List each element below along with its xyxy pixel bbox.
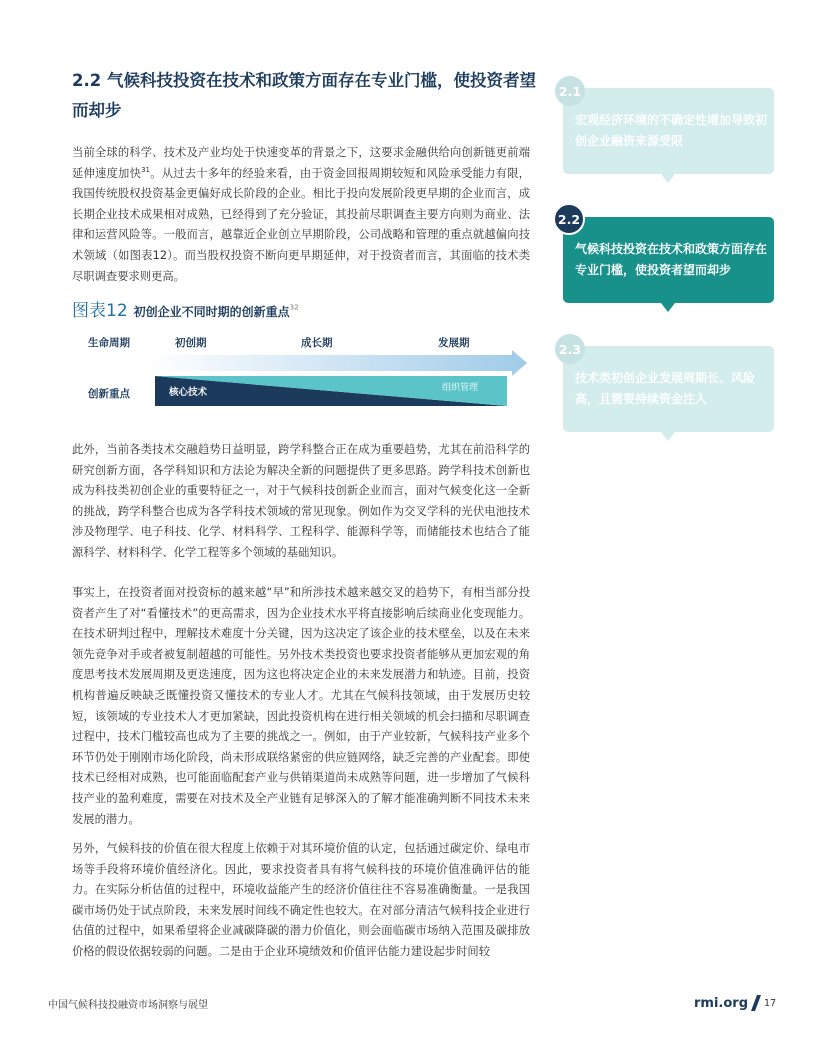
lifecycle-arrow (148, 350, 527, 376)
page-number: 17 (764, 997, 777, 1009)
paragraph-2: 此外，当前各类技术交融趋势日益明显，跨学科整合正在成为重要趋势，尤其在前沿科学的研究创新方面，各学科知识和方法论为解决全新的问题提供了更多思路。跨学科技术创新也成为科技类初创企业的重要特征之一，对于气候科技创新企业而言，面对气候变化这一全新的挑战，跨学科整合也成为各学科技术领域的常见现象。例如作为交叉学科的光伏电池技术涉及物理学、电子科技、化学、材料科学、工程科学、能源科学等，而储能技术也结合了能源科学、材料科学、化学工程等多个领域的基础知识。 (72, 443, 530, 559)
sidebar-card-2-2-pointer (661, 303, 675, 312)
sidebar-badge-2-1[interactable]: 2.1 (555, 76, 585, 106)
figure-name: 初创企业不同时期的创新重点 (133, 305, 290, 319)
figure-title (72, 296, 299, 321)
paragraph-1 (72, 143, 530, 287)
sidebar-badge-2-2[interactable]: 2.2 (553, 203, 585, 235)
sidebar-badge-2-3[interactable]: 2.3 (555, 334, 585, 364)
paragraph-1-text-a: 当前全球的科学、技术及产业均处于快速变革的背景之下，这要求金融供给向创新链更前端延伸速度加快 (72, 146, 530, 180)
paragraph-3: 事实上，在投资者面对投资标的越来越“早”和所涉技术越来越交叉的趋势下，有相当部分投资者产生了对“看懂技术”的更高需求，因为企业技术水平将直接影响后续商业化变现能力。在技术研判过程中，理解技术难度十分关键，因为这决定了该企业的技术壁垒，以及在未来领先竞争对手或者被复制超越的可能性。另外技术类投资也要求投资者能够从更加宏观的角度思考技术发展周期及更迭速度，因为这也将决定企业的未来发展潜力和轨迹。目前，投资机构普遍反映缺乏既懂投资又懂技术的专业人才。尤其在气候科技领域，由于发展历史较短，该领域的专业技术人才更加紧缺，因此投资机构在进行相关领域的机会扫描和尽职调查过程中，技术门槛较高也成为了主要的挑战之一。例如，由于产业较新，气候科技产业多个环节仍处于刚刚市场化阶段，尚未形成联络紧密的供应链网络，缺乏完善的产业配套。即使技术已经相对成熟，也可能面临配套产业与供销渠道尚未成熟等问题，进一步增加了气候科技产业的盈利难度，需要在对技术及全产业链有足够深入的了解才能准确判断不同技术未来发展的潜力。 (72, 586, 530, 826)
footer-brand[interactable]: rmi.org (694, 995, 748, 1011)
footer-title: 中国气候科技投融资市场洞察与展望 (48, 1000, 208, 1011)
sidebar-card-2-1[interactable]: 宏观经济环境的不确定性增加导致初创企业融资来源受限 (563, 88, 774, 174)
figure-label: 图表12 (72, 301, 128, 321)
section-heading: 2.2 气候科技投资在技术和政策方面存在专业门槛，使投资者望而却步 (72, 71, 536, 120)
core-tech-label: 核心技术 (169, 387, 208, 398)
stage-startup: 初创期 (175, 337, 207, 349)
sidebar-card-2-1-pointer (661, 174, 675, 183)
paragraph-4: 另外，气候科技的价值在很大程度上依赖于对其环境价值的认定，包括通过碳定价、绿电市场等手段将环境价值经济化。因此，要求投资者具有将气候科技的环境价值准确评估的能力。在实际分析估值的过程中，环境收益能产生的经济价值往往不容易准确衡量。一是我国碳市场仍处于试点阶段，未来发展时间线不确定性也较大。在对部分清洁气候科技企业进行估值的过程中，如果希望将企业减碳降碳的潜力价值化，则会面临碳市场纳入范围及碳排放价格的假设依据较弱的问题。二是由于企业环境绩效和价值评估能力建设起步时间较 (72, 842, 530, 958)
stage-development: 发展期 (438, 337, 470, 349)
footnote-32[interactable]: 32 (289, 303, 299, 312)
lifecycle-label: 生命周期 (88, 337, 130, 349)
sidebar-card-2-3-pointer (661, 432, 675, 441)
paragraph-1-text-b: 。从过去十多年的经验来看，由于资金回报周期较短和风险承受能力有限，我国传统股权投资基金更偏好成长阶段的企业。相比于投向发展阶段更早期的企业而言，成长期企业技术成果相对成熟，已经得到了充分验证，其投前尽职调查主要方向则为商业、法律和运营风险等。一般而言，越靠近企业创立早期阶段，公司战略和管理的重点就越偏向技术领域（如图表12）。而当股权投资不断向更早期延伸，对于投资者而言，其面临的技术类尽职调查要求则更高。 (72, 166, 530, 283)
sidebar-card-2-3[interactable]: 技术类初创企业发展周期长、风险高，且需要持续资金注入 (563, 346, 774, 432)
innovation-focus-diagram (72, 330, 532, 410)
sidebar-card-2-2[interactable]: 气候科技投资在技术和政策方面存在专业门槛，使投资者望而却步 (563, 217, 774, 303)
org-management-label: 组织管理 (442, 383, 479, 393)
innovation-focus-label: 创新重点 (88, 388, 130, 400)
footnote-31[interactable]: 31 (141, 165, 151, 174)
slash-icon (750, 994, 762, 1012)
stage-growth: 成长期 (301, 337, 333, 349)
footer-brand-block (694, 994, 776, 1012)
